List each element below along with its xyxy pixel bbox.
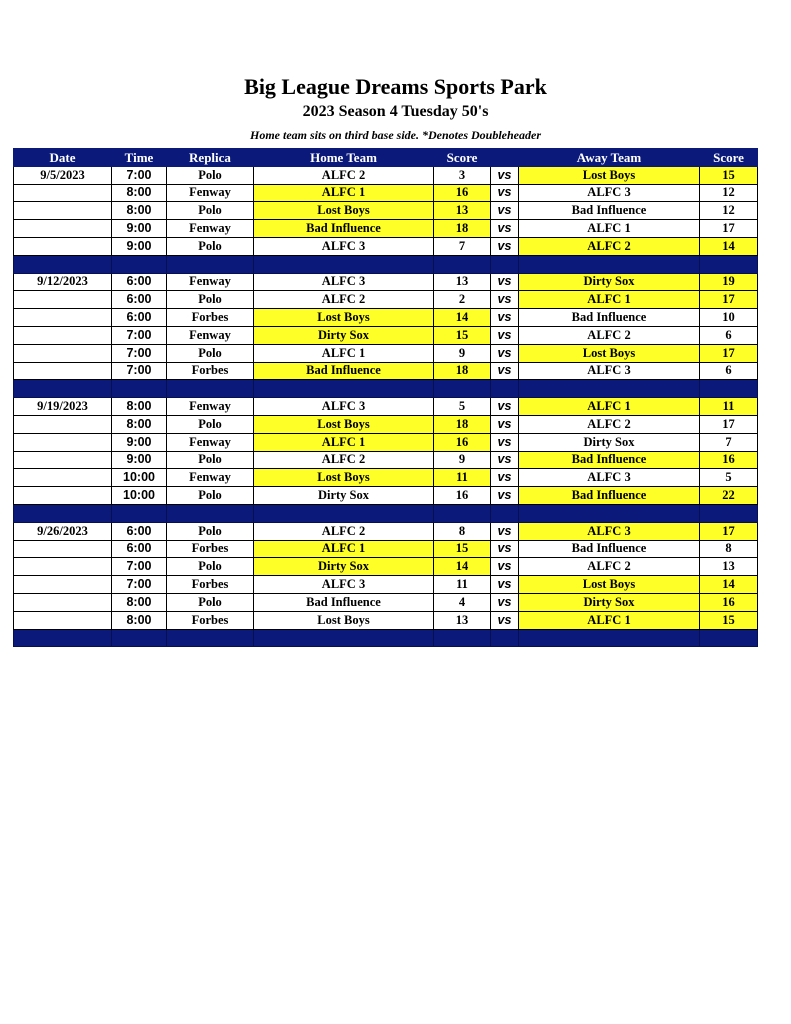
week-separator-row [14, 255, 758, 273]
home-score-cell: 11 [434, 469, 491, 487]
vs-cell: vs [491, 184, 519, 202]
table-row [14, 540, 758, 558]
date-cell [14, 433, 112, 451]
separator-cell [519, 380, 700, 398]
replica-cell: Fenway [167, 433, 254, 451]
vs-cell: vs [491, 469, 519, 487]
replica-cell: Polo [167, 558, 254, 576]
vs-cell: vs [491, 344, 519, 362]
table-row [14, 558, 758, 576]
column-header-date: Date [14, 149, 112, 167]
home-team-cell: Lost Boys [254, 611, 434, 629]
away-team-cell: Lost Boys [519, 576, 700, 594]
table-row [14, 487, 758, 505]
page-note: Home team sits on third base side. *Denotes Doubleheader [250, 128, 541, 142]
time-cell: 9:00 [112, 451, 167, 469]
separator-cell [491, 629, 519, 647]
away-team-cell: ALFC 1 [519, 398, 700, 416]
home-team-cell: Lost Boys [254, 202, 434, 220]
vs-cell: vs [491, 326, 519, 344]
vs-cell: vs [491, 451, 519, 469]
vs-cell: vs [491, 166, 519, 184]
away-score-cell: 15 [700, 166, 758, 184]
home-team-cell: ALFC 3 [254, 273, 434, 291]
time-cell: 6:00 [112, 291, 167, 309]
home-team-cell: Dirty Sox [254, 558, 434, 576]
schedule-body [14, 166, 758, 647]
replica-cell: Polo [167, 415, 254, 433]
separator-cell [14, 255, 112, 273]
time-cell: 8:00 [112, 398, 167, 416]
home-score-cell: 4 [434, 593, 491, 611]
table-row [14, 309, 758, 327]
home-score-cell: 18 [434, 415, 491, 433]
date-cell [14, 309, 112, 327]
away-team-cell: Lost Boys [519, 344, 700, 362]
vs-cell: vs [491, 487, 519, 505]
away-team-cell: ALFC 1 [519, 291, 700, 309]
home-score-cell: 14 [434, 309, 491, 327]
page-title: Big League Dreams Sports Park [244, 74, 547, 99]
vs-cell: vs [491, 309, 519, 327]
away-team-cell: ALFC 2 [519, 415, 700, 433]
table-row [14, 220, 758, 238]
replica-cell: Polo [167, 291, 254, 309]
table-row [14, 576, 758, 594]
week-separator-row [14, 380, 758, 398]
away-team-cell: ALFC 3 [519, 469, 700, 487]
date-cell [14, 184, 112, 202]
time-cell: 8:00 [112, 593, 167, 611]
separator-cell [167, 629, 254, 647]
away-team-cell: Dirty Sox [519, 273, 700, 291]
date-cell: 9/26/2023 [14, 522, 112, 540]
replica-cell: Forbes [167, 362, 254, 380]
replica-cell: Polo [167, 344, 254, 362]
replica-cell: Polo [167, 166, 254, 184]
home-team-cell: Lost Boys [254, 309, 434, 327]
date-cell [14, 540, 112, 558]
vs-cell: vs [491, 291, 519, 309]
date-cell [14, 344, 112, 362]
replica-cell: Forbes [167, 611, 254, 629]
away-score-cell: 13 [700, 558, 758, 576]
time-cell: 9:00 [112, 433, 167, 451]
table-row [14, 398, 758, 416]
replica-cell: Fenway [167, 220, 254, 238]
column-header-vs [491, 149, 519, 167]
home-score-cell: 16 [434, 487, 491, 505]
date-cell [14, 451, 112, 469]
date-cell [14, 220, 112, 238]
home-team-cell: ALFC 1 [254, 540, 434, 558]
separator-cell [700, 255, 758, 273]
away-team-cell: Lost Boys [519, 166, 700, 184]
home-team-cell: ALFC 2 [254, 522, 434, 540]
home-team-cell: Lost Boys [254, 415, 434, 433]
separator-cell [167, 504, 254, 522]
date-cell [14, 469, 112, 487]
away-team-cell: ALFC 2 [519, 326, 700, 344]
table-row [14, 237, 758, 255]
time-cell: 8:00 [112, 611, 167, 629]
column-header-home-score: Score [434, 149, 491, 167]
table-row [14, 326, 758, 344]
separator-cell [14, 380, 112, 398]
separator-cell [112, 380, 167, 398]
date-cell: 9/12/2023 [14, 273, 112, 291]
away-team-cell: ALFC 1 [519, 220, 700, 238]
home-score-cell: 9 [434, 451, 491, 469]
away-team-cell: ALFC 1 [519, 611, 700, 629]
away-score-cell: 6 [700, 362, 758, 380]
time-cell: 6:00 [112, 309, 167, 327]
table-row [14, 522, 758, 540]
home-score-cell: 16 [434, 433, 491, 451]
home-team-cell: ALFC 3 [254, 237, 434, 255]
replica-cell: Fenway [167, 273, 254, 291]
home-team-cell: ALFC 2 [254, 166, 434, 184]
home-team-cell: Bad Influence [254, 362, 434, 380]
date-cell [14, 415, 112, 433]
home-score-cell: 13 [434, 202, 491, 220]
home-score-cell: 13 [434, 611, 491, 629]
home-score-cell: 8 [434, 522, 491, 540]
home-score-cell: 18 [434, 220, 491, 238]
vs-cell: vs [491, 576, 519, 594]
away-team-cell: ALFC 2 [519, 237, 700, 255]
date-cell [14, 362, 112, 380]
time-cell: 7:00 [112, 326, 167, 344]
home-team-cell: Bad Influence [254, 593, 434, 611]
replica-cell: Polo [167, 451, 254, 469]
column-header-away-team: Away Team [519, 149, 700, 167]
vs-cell: vs [491, 220, 519, 238]
time-cell: 9:00 [112, 220, 167, 238]
time-cell: 7:00 [112, 166, 167, 184]
away-score-cell: 10 [700, 309, 758, 327]
time-cell: 9:00 [112, 237, 167, 255]
time-cell: 10:00 [112, 487, 167, 505]
time-cell: 7:00 [112, 576, 167, 594]
away-score-cell: 7 [700, 433, 758, 451]
separator-cell [700, 504, 758, 522]
separator-cell [254, 629, 434, 647]
separator-cell [112, 629, 167, 647]
home-team-cell: ALFC 1 [254, 184, 434, 202]
replica-cell: Fenway [167, 469, 254, 487]
vs-cell: vs [491, 362, 519, 380]
date-cell [14, 487, 112, 505]
away-team-cell: ALFC 3 [519, 184, 700, 202]
time-cell: 7:00 [112, 558, 167, 576]
table-row [14, 166, 758, 184]
replica-cell: Forbes [167, 309, 254, 327]
away-score-cell: 17 [700, 344, 758, 362]
home-score-cell: 14 [434, 558, 491, 576]
home-team-cell: ALFC 2 [254, 291, 434, 309]
away-team-cell: Bad Influence [519, 451, 700, 469]
table-row [14, 433, 758, 451]
separator-cell [167, 255, 254, 273]
separator-cell [519, 504, 700, 522]
replica-cell: Fenway [167, 326, 254, 344]
replica-cell: Polo [167, 202, 254, 220]
home-team-cell: ALFC 3 [254, 398, 434, 416]
date-cell [14, 593, 112, 611]
time-cell: 6:00 [112, 540, 167, 558]
home-score-cell: 15 [434, 326, 491, 344]
date-cell: 9/19/2023 [14, 398, 112, 416]
away-team-cell: Bad Influence [519, 540, 700, 558]
replica-cell: Polo [167, 487, 254, 505]
column-header-replica: Replica [167, 149, 254, 167]
away-score-cell: 5 [700, 469, 758, 487]
separator-cell [112, 255, 167, 273]
vs-cell: vs [491, 433, 519, 451]
replica-cell: Forbes [167, 576, 254, 594]
table-row [14, 611, 758, 629]
home-score-cell: 15 [434, 540, 491, 558]
week-separator-row [14, 629, 758, 647]
separator-cell [491, 255, 519, 273]
separator-cell [14, 504, 112, 522]
separator-cell [14, 629, 112, 647]
home-team-cell: Lost Boys [254, 469, 434, 487]
replica-cell: Polo [167, 237, 254, 255]
away-score-cell: 12 [700, 184, 758, 202]
away-team-cell: Dirty Sox [519, 593, 700, 611]
vs-cell: vs [491, 237, 519, 255]
away-score-cell: 11 [700, 398, 758, 416]
table-row [14, 184, 758, 202]
away-score-cell: 12 [700, 202, 758, 220]
home-team-cell: ALFC 1 [254, 433, 434, 451]
away-score-cell: 14 [700, 237, 758, 255]
separator-cell [491, 380, 519, 398]
table-row [14, 344, 758, 362]
away-score-cell: 8 [700, 540, 758, 558]
away-score-cell: 22 [700, 487, 758, 505]
date-cell [14, 611, 112, 629]
away-team-cell: Bad Influence [519, 309, 700, 327]
away-team-cell: ALFC 3 [519, 522, 700, 540]
page-subtitle: 2023 Season 4 Tuesday 50's [302, 103, 489, 120]
away-team-cell: Dirty Sox [519, 433, 700, 451]
time-cell: 8:00 [112, 184, 167, 202]
time-cell: 7:00 [112, 344, 167, 362]
time-cell: 7:00 [112, 362, 167, 380]
away-team-cell: ALFC 2 [519, 558, 700, 576]
table-row [14, 362, 758, 380]
away-score-cell: 17 [700, 291, 758, 309]
away-score-cell: 19 [700, 273, 758, 291]
away-score-cell: 14 [700, 576, 758, 594]
away-score-cell: 16 [700, 451, 758, 469]
away-score-cell: 6 [700, 326, 758, 344]
table-row [14, 415, 758, 433]
separator-cell [700, 629, 758, 647]
column-header-home-team: Home Team [254, 149, 434, 167]
home-score-cell: 2 [434, 291, 491, 309]
away-score-cell: 17 [700, 220, 758, 238]
home-team-cell: ALFC 1 [254, 344, 434, 362]
home-score-cell: 7 [434, 237, 491, 255]
home-team-cell: ALFC 2 [254, 451, 434, 469]
date-cell [14, 326, 112, 344]
separator-cell [434, 504, 491, 522]
vs-cell: vs [491, 540, 519, 558]
away-team-cell: ALFC 3 [519, 362, 700, 380]
separator-cell [434, 629, 491, 647]
separator-cell [254, 380, 434, 398]
column-header-away-score: Score [700, 149, 758, 167]
home-score-cell: 11 [434, 576, 491, 594]
home-score-cell: 13 [434, 273, 491, 291]
replica-cell: Fenway [167, 184, 254, 202]
vs-cell: vs [491, 593, 519, 611]
separator-cell [519, 255, 700, 273]
date-cell: 9/5/2023 [14, 166, 112, 184]
table-row [14, 469, 758, 487]
away-score-cell: 15 [700, 611, 758, 629]
away-score-cell: 17 [700, 415, 758, 433]
vs-cell: vs [491, 611, 519, 629]
home-score-cell: 5 [434, 398, 491, 416]
separator-cell [167, 380, 254, 398]
table-row [14, 273, 758, 291]
replica-cell: Polo [167, 593, 254, 611]
table-header-row [14, 149, 758, 167]
table-row [14, 451, 758, 469]
home-team-cell: ALFC 3 [254, 576, 434, 594]
date-cell [14, 558, 112, 576]
vs-cell: vs [491, 522, 519, 540]
home-score-cell: 9 [434, 344, 491, 362]
time-cell: 10:00 [112, 469, 167, 487]
vs-cell: vs [491, 273, 519, 291]
table-row [14, 202, 758, 220]
vs-cell: vs [491, 415, 519, 433]
away-score-cell: 17 [700, 522, 758, 540]
away-team-cell: Bad Influence [519, 487, 700, 505]
vs-cell: vs [491, 202, 519, 220]
separator-cell [491, 504, 519, 522]
home-team-cell: Dirty Sox [254, 326, 434, 344]
time-cell: 6:00 [112, 273, 167, 291]
date-cell [14, 237, 112, 255]
home-score-cell: 3 [434, 166, 491, 184]
vs-cell: vs [491, 398, 519, 416]
column-header-time: Time [112, 149, 167, 167]
separator-cell [434, 255, 491, 273]
date-cell [14, 202, 112, 220]
time-cell: 8:00 [112, 415, 167, 433]
away-team-cell: Bad Influence [519, 202, 700, 220]
week-separator-row [14, 504, 758, 522]
table-row [14, 593, 758, 611]
table-row [14, 291, 758, 309]
date-cell [14, 576, 112, 594]
replica-cell: Fenway [167, 398, 254, 416]
home-score-cell: 18 [434, 362, 491, 380]
replica-cell: Polo [167, 522, 254, 540]
time-cell: 6:00 [112, 522, 167, 540]
vs-cell: vs [491, 558, 519, 576]
home-score-cell: 16 [434, 184, 491, 202]
separator-cell [254, 504, 434, 522]
separator-cell [434, 380, 491, 398]
separator-cell [254, 255, 434, 273]
time-cell: 8:00 [112, 202, 167, 220]
separator-cell [112, 504, 167, 522]
home-team-cell: Dirty Sox [254, 487, 434, 505]
separator-cell [519, 629, 700, 647]
away-score-cell: 16 [700, 593, 758, 611]
separator-cell [700, 380, 758, 398]
home-team-cell: Bad Influence [254, 220, 434, 238]
date-cell [14, 291, 112, 309]
replica-cell: Forbes [167, 540, 254, 558]
schedule-table [13, 148, 758, 647]
